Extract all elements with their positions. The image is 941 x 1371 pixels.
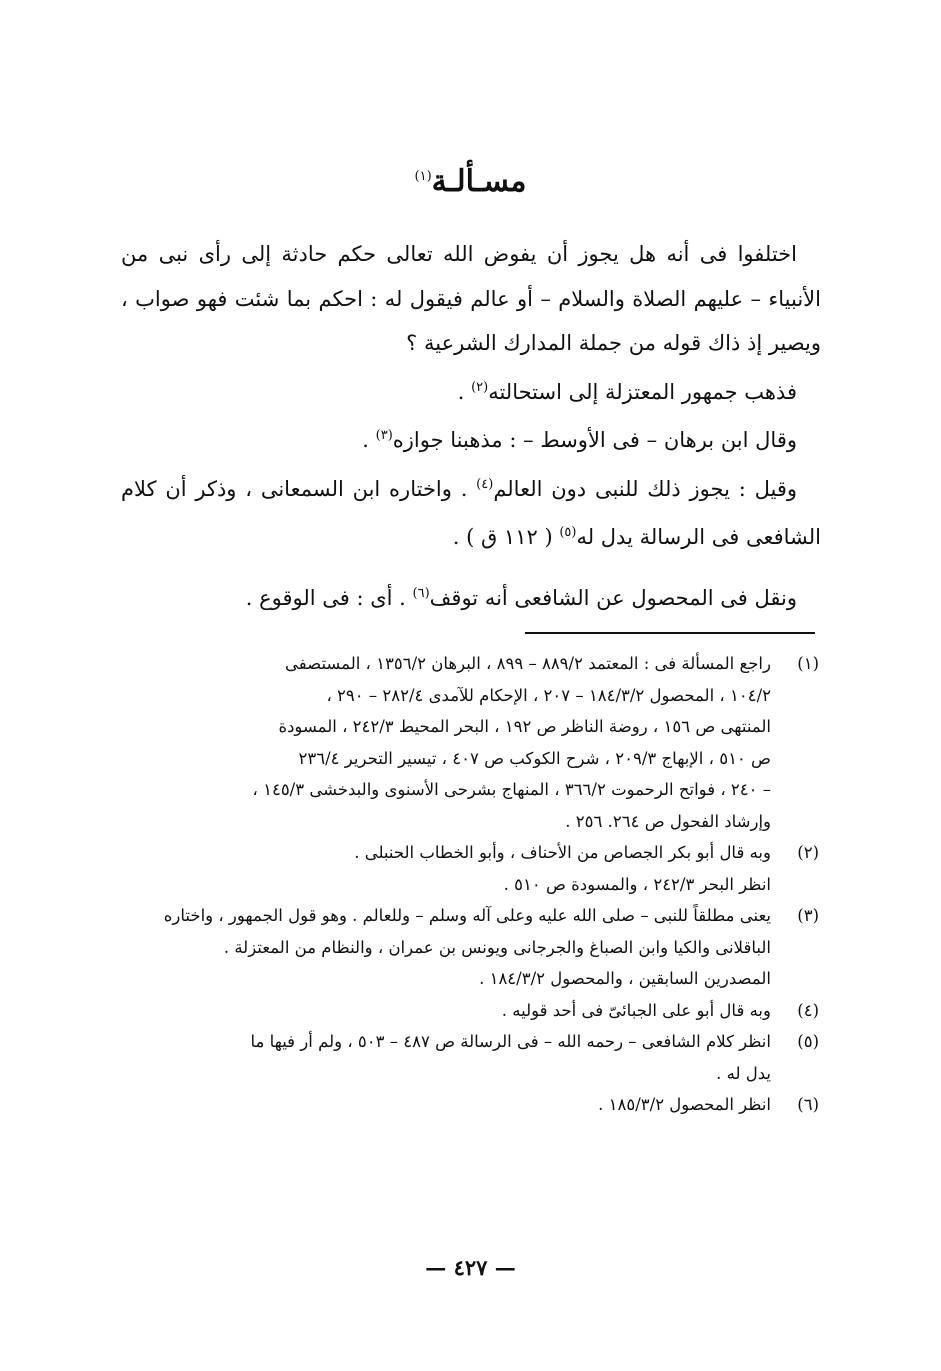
footnote-line: يعنى مطلقاً للنبى – صلى الله عليه وعلى آله وسلم – وللعالم . وهو قول الجمهور ، واختاره [163,906,771,925]
footnote-line: وإرشاد الفحول ص ٢٦٤. ٢٥٦ . [565,811,771,831]
footnote-line: راجع المسألة فى : المعتمد ٨٨٩/٢ – ٨٩٩ ، البرهان ١٣٥٦/٢ ، المستصفى [285,654,771,673]
footnote-4 [121,995,819,1027]
paragraph-5-text-a: ونقل فى المحصول عن الشافعى أنه توقف [429,585,797,610]
paragraph-5-text-b: . أى : فى الوقوع . [245,585,413,610]
paragraph-3-text: وقال ابن برهان – فى الأوسط – : مذهبنا جوازه [392,428,797,452]
footnote-number: (٥) [797,1032,819,1051]
footnote-ref-5: (٥) [559,525,577,540]
footnote-line: وبه قال أبو بكر الجصاص من الأحناف ، وأبو الخطاب الحنبلى . [354,843,771,862]
footnote-line: انظر المحصول ١٨٥/٣/٢ . [598,1095,771,1114]
footnote-ref-4: (٤) [476,476,494,492]
title-footnote-ref: (١) [414,169,432,184]
footnote-line: ص ٥١٠ ، الإبهاج ٢٠٩/٣ ، شرح الكوكب ص ٤٠٧ ، تيسير التحرير ٢٣٦/٤ [298,748,771,768]
footnote-line: انظر البحر ٢٤٢/٣ ، والمسودة ص ٥١٠ . [503,874,771,894]
footnote-separator [525,632,815,634]
footnote-number: (٤) [797,1000,819,1020]
footnote-ref-2: (٢) [471,379,489,395]
footnote-6 [121,1089,819,1121]
footnote-1 [121,648,819,837]
footnote-number: (٢) [797,843,819,862]
paragraph-1 [121,232,821,366]
footnote-text [121,1089,771,1121]
footnote-number: (٣) [797,906,819,925]
paragraph-2-end: . [457,379,472,404]
footnote-5 [121,1026,819,1089]
paragraph-4-text-a: وقيل : يجوز ذلك للنبى دون العالم [493,476,797,501]
footnote-line: – ٢٤٠ ، فواتح الرحموت ٣٦٦/٢ ، المنهاج بشرحى الأسنوى والبدخشى ١٤٥/٣ ، [252,780,771,799]
footnote-line: ١٠٤/٢ ، المحصول ١٨٤/٣/٢ – ٢٠٧ ، الإحكام للآمدى ٢٨٢/٤ – ٢٩٠ ، [326,685,771,705]
paragraph-5 [121,572,821,621]
footnote-text [121,648,771,837]
footnote-number: (٦) [797,1095,819,1114]
footnote-ref-6: (٦) [412,585,430,601]
page-number: — ٤٢٧ — [425,1255,516,1280]
paragraph-4-text-c: ( ١١٢ ق ) . [452,525,560,549]
footnote-line: الباقلانى والكيا وابن الصباغ والجرجانى ويونس بن عمران ، والنظام من المعتزلة . [223,937,771,957]
footnote-text [121,995,771,1027]
footnote-3 [121,900,819,995]
footnote-line: المصدرين السابقين ، والمحصول ١٨٤/٣/٢ . [479,969,771,988]
paragraph-2 [121,366,821,415]
footnote-text [121,900,771,995]
footnote-line: وبه قال أبو على الجبائىّ فى أحد قوليه . [501,1000,771,1020]
main-text [121,232,821,620]
footnote-line: المنتهى ص ١٥٦ ، روضة الناظر ص ١٩٢ ، البحر المحيط ٢٤٢/٣ ، المسودة [278,717,771,736]
footnote-text [121,1026,771,1089]
footnote-line: يدل له . [716,1063,771,1083]
footnotes [121,648,819,1121]
footnote-2 [121,837,819,900]
footnote-ref-3: (٣) [375,428,393,443]
footnote-number: (١) [797,654,819,673]
paragraph-3-end: . [362,428,376,452]
section-title [0,152,941,207]
paragraph-3 [121,414,821,463]
paragraph-4-text-b: . واختاره ابن السمعانى ، وذكر أن كلام الشافعى فى الرسالة يدل له [121,476,821,549]
paragraph-2-text: فذهب جمهور المعتزلة إلى استحالته [488,379,797,404]
paragraph-4 [121,463,821,560]
footnote-text [121,837,771,900]
section-title-text: مسـألـة [431,164,527,199]
paragraph-1-text: اختلفوا فى أنه هل يجوز أن يفوض الله تعالى حكم حادثة إلى رأى نبى من الأنبياء – عليهم الصلاة والسلام – أو عالم فيقول له : احكم بما شئت فهو صواب ، ويصير إذ ذاك قوله من جملة المدارك الشرعية ؟ [121,242,821,355]
footnote-line: انظر كلام الشافعى – رحمه الله – فى الرسالة ص ٤٨٧ – ٥٠٣ ، ولم أر فيها ما [250,1032,771,1051]
